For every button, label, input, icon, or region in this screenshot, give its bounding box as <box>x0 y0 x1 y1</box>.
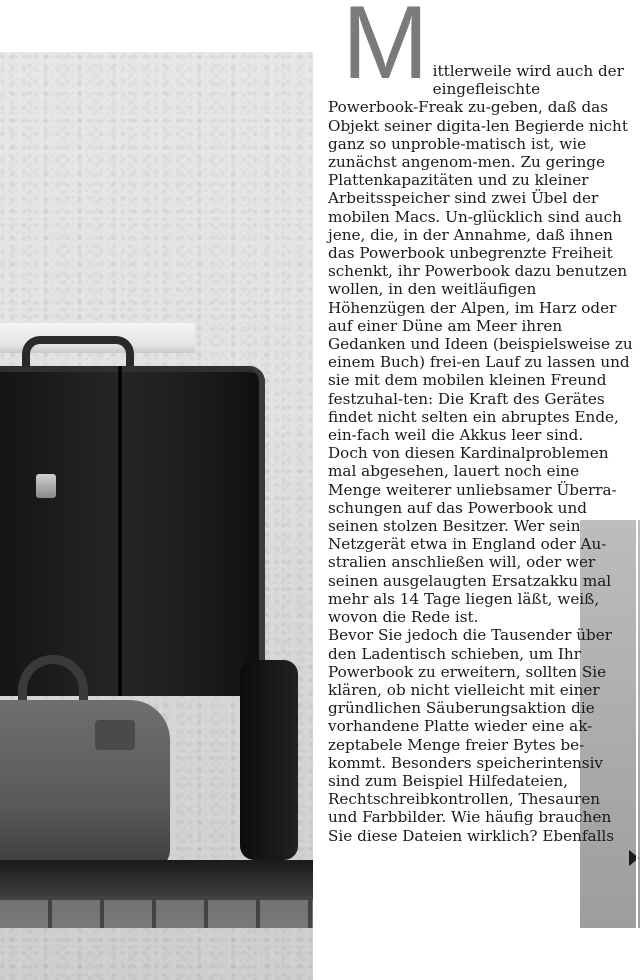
article-column <box>328 0 634 845</box>
bag-strap <box>95 720 135 750</box>
paragraph-2: Doch von diesen Kardinalproblemen mal abgesehen, lauert noch eine Menge weiterer unliebsamer Überra-schungen auf das Powerbook und seinen stolzen Besitzer. Wer sein Netzgerät etwa in England oder Au-stralien anschließen will, oder wer seinen ausgelaugten Ersatzakku mal mehr als 14 Tage liegen läßt, weiß, wovon die Rede ist. <box>328 444 617 627</box>
article-body <box>328 0 634 845</box>
paragraph-1: ittlerweile wird auch der eingefleischte Powerbook-Freak zu-geben, daß das Objekt seiner digita-len Begierde nicht ganz so unproble-matisch ist, wie zunächst angenom-men. Zu geringe Plattenkapazitäten und zu kleiner Arbeitsspeicher sind zwei Übel der mobilen Macs. Un-glücklich sind auch jene, die, in der Annahme, daß ihnen das Powerbook unbegrenzte Freiheit schenkt, ihr Powerbook dazu benutzen wollen, in den weitläufigen Höhenzügen der Alpen, im Harz oder auf einer Düne am Meer ihren Gedanken und Ideen (beispielsweise zu einem Buch) frei-en Lauf zu lassen und sie mit dem mobilen kleinen Freund festzuhal-ten: Die Kraft des Gerätes findet nicht selten ein abruptes Ende, ein-fach weil die Akkus leer sind. <box>328 62 633 445</box>
suitcase-side <box>240 660 298 860</box>
suitcase-seam <box>118 366 122 696</box>
bag <box>0 700 170 870</box>
drop-cap: M <box>342 0 429 101</box>
suitcase-clasp <box>36 474 56 498</box>
suitcase <box>0 366 265 696</box>
cobblestones <box>0 900 313 928</box>
page-edge <box>636 0 638 980</box>
paragraph-3: Bevor Sie jedoch die Tausender über den Ladentisch schieben, um Ihr Powerbook zu erweitern, sollten Sie klären, ob nicht vielleicht mit einer gründlichen Säuberungsaktion die vorhandene Platte wieder eine ak-zeptabele Menge freier Bytes be-kommt. Besonders speicherintensiv sind zum Beispiel Hilfedateien, Rechtschreibkontrollen, Thesauren und Farbbilder. Wie häufig brauchen Sie diese Dateien wirklich? Ebenfalls <box>328 626 615 845</box>
